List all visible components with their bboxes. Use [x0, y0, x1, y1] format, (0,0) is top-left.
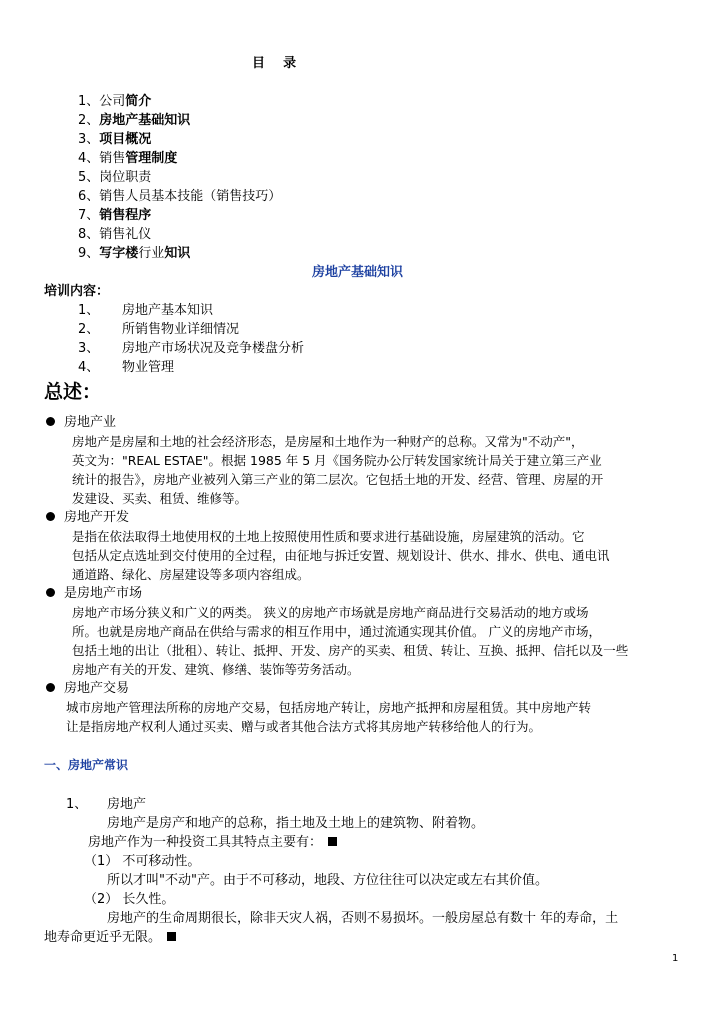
toc-item-number: 7、	[78, 208, 100, 223]
toc-item	[78, 187, 281, 206]
page-number: 1	[672, 953, 679, 964]
toc-item-bold: 管理制度	[125, 151, 178, 166]
toc-item-text: 岗位职责	[99, 170, 152, 185]
bullet-dot-icon	[46, 417, 55, 426]
toc-item-bold: 写字楼	[99, 246, 139, 261]
toc-item	[78, 168, 151, 187]
overview-block-title	[46, 584, 142, 603]
overview-block-title-text: 房地产业	[64, 415, 117, 430]
training-item-number: 3、	[78, 341, 100, 356]
toc-item-bold: 房地产基础知识	[99, 113, 191, 128]
overview-block-title-text: 是房地产市场	[64, 586, 143, 601]
toc-item-bold: 销售程序	[99, 208, 152, 223]
overview-line: 所。也就是房地产商品在供给与需求的相互作用中，通过流通实现其价值。 广义的房地产市场，	[72, 624, 601, 639]
toc-item-text: 销售礼仪	[99, 227, 152, 242]
overview-line: 是指在依法取得土地使用权的土地上按照使用性质和要求进行基础设施，房屋建筑的活动。它	[72, 529, 585, 544]
training-item-number: 4、	[78, 360, 100, 375]
overview-block-title-text: 房地产交易	[64, 681, 130, 696]
overview-block-title-text: 房地产开发	[64, 510, 130, 525]
overview-line: 英文为："REAL ESTAE"。根据 1985 年 5 月《国务院办公厅转发国家统计局关于建立第三产业	[72, 453, 602, 468]
overview-line: 城市房地产管理法所称的房地产交易，包括房地产转让，房地产抵押和房屋租赁。其中房地产转	[66, 700, 592, 715]
training-item-text: 所销售物业详细情况	[122, 322, 240, 337]
toc-item-text: 公司	[99, 94, 126, 109]
toc-item-number: 5、	[78, 170, 100, 185]
toc-item	[78, 206, 151, 225]
overview-line: 统计的报告》，房地产业被列入第三产业的第二层次。它包括土地的开发、经营、管理、房屋的开	[72, 472, 604, 487]
feature-1-text: 所以才叫"不动"产。由于不可移动，地段、方位往往可以决定或左右其价值。	[107, 873, 548, 888]
feature-2-text-2-line	[44, 928, 176, 947]
toc-item-number: 2、	[78, 113, 100, 128]
toc-item-bold: 知识	[164, 246, 191, 261]
toc-item	[78, 111, 190, 130]
overview-block-title	[46, 679, 129, 698]
training-heading: 培训内容：	[44, 284, 110, 299]
common-definition: 房地产是房产和地产的总称，指土地及土地上的建筑物、附着物。	[107, 816, 485, 831]
toc-item-number: 1、	[78, 94, 100, 109]
overview-block-title	[46, 413, 116, 432]
common-item-number: 1、	[66, 797, 88, 812]
toc-item	[78, 244, 190, 263]
overview-line: 通道路、绿化、房屋建设等多项内容组成。	[72, 567, 310, 582]
toc-item-number: 3、	[78, 132, 100, 147]
feature-2-title: （2） 长久性。	[84, 892, 175, 907]
overview-heading: 总述：	[44, 381, 102, 403]
overview-line: 让是指房地产权利人通过买卖、赠与或者其他合法方式将其房地产转移给他人的行为。	[66, 719, 542, 734]
overview-block-title	[46, 508, 129, 527]
section-title: 房地产基础知识	[312, 265, 404, 280]
toc-item-number: 9、	[78, 246, 100, 261]
common-item-title: 房地产	[107, 797, 147, 812]
training-item-text: 房地产市场状况及竞争楼盘分析	[122, 341, 305, 356]
toc-item-text: 销售	[99, 151, 126, 166]
training-item-number: 2、	[78, 322, 100, 337]
square-bullet-icon	[328, 837, 337, 846]
square-bullet-icon	[167, 932, 176, 941]
toc-item-text: 销售人员基本技能（销售技巧）	[99, 189, 282, 204]
toc-item	[78, 130, 151, 149]
training-item-number: 1、	[78, 303, 100, 318]
training-item-text: 物业管理	[122, 360, 175, 375]
features-intro-line	[88, 833, 337, 852]
feature-1-title: （1） 不可移动性。	[84, 854, 201, 869]
common-heading: 一、房地产常识	[44, 758, 129, 772]
overview-line: 房地产市场分狭义和广义的两类。 狭义的房地产市场就是房地产商品进行交易活动的地方或场	[72, 605, 589, 620]
toc-item-number: 8、	[78, 227, 100, 242]
toc-item-text: 行业	[138, 246, 165, 261]
overview-line: 发建设、买卖、租赁、维修等。	[72, 491, 248, 506]
overview-line: 房地产是房屋和土地的社会经济形态，是房屋和土地作为一种财产的总称。又常为"不动产"，	[72, 434, 584, 449]
feature-2-text-2: 地寿命更近乎无限。	[44, 930, 162, 945]
bullet-dot-icon	[46, 683, 55, 692]
overview-line: 包括土地的出让（批租）、转让、抵押、开发、房产的买卖、租赁、转让、互换、抵押、信托以及一些	[72, 643, 629, 658]
toc-item	[78, 92, 151, 111]
toc-item	[78, 225, 151, 244]
toc-item	[78, 149, 177, 168]
overview-line: 包括从定点选址到交付使用的全过程，由征地与拆迁安置、规划设计、供水、排水、供电、通电讯	[72, 548, 610, 563]
bullet-dot-icon	[46, 588, 55, 597]
training-item-text: 房地产基本知识	[122, 303, 214, 318]
toc-item-bold: 简介	[125, 94, 152, 109]
toc-item-number: 4、	[78, 151, 100, 166]
overview-line: 房地产有关的开发、建筑、修缮、装饰等劳务活动。	[72, 662, 360, 677]
toc-item-number: 6、	[78, 189, 100, 204]
toc-item-bold: 项目概况	[99, 132, 152, 147]
bullet-dot-icon	[46, 512, 55, 521]
features-intro: 房地产作为一种投资工具其特点主要有：	[88, 835, 323, 850]
feature-2-text-1: 房地产的生命周期很长，除非天灾人祸，否则不易损坏。一般房屋总有数十 年的寿命，土	[107, 911, 619, 926]
toc-title: 目 录	[252, 56, 297, 71]
